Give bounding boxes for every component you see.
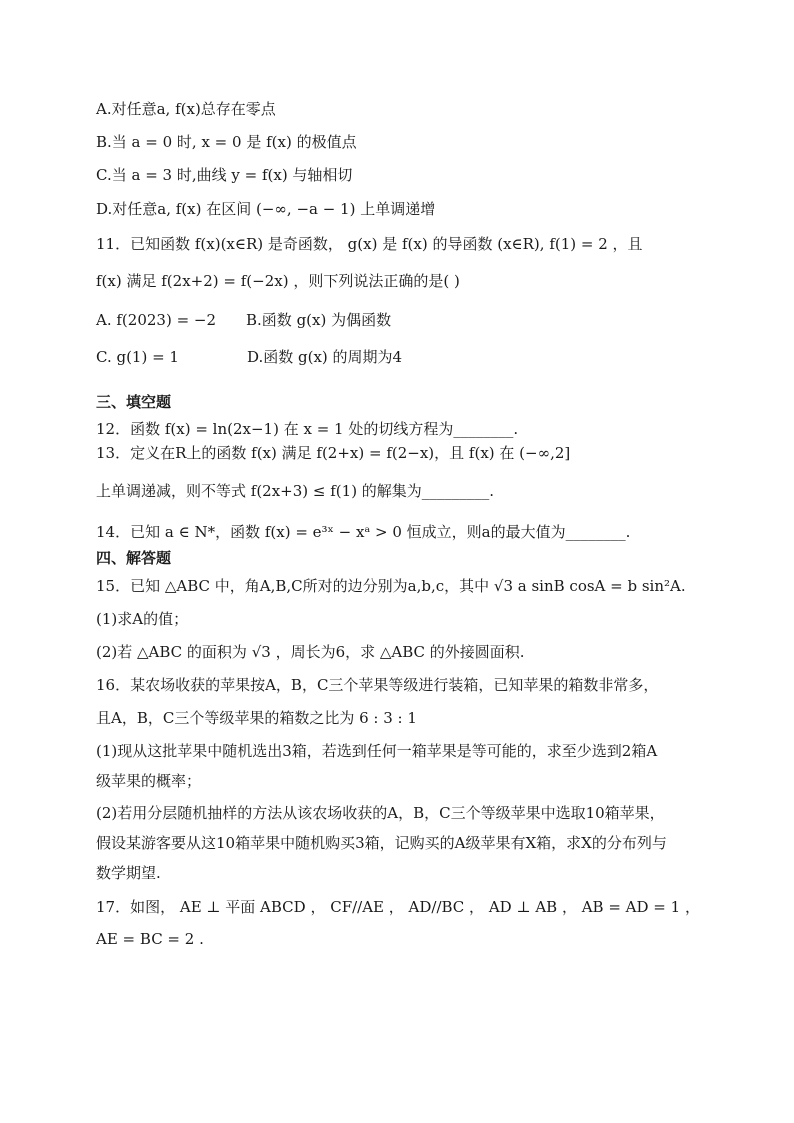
question-15-part-1: (1)求A的值； <box>96 610 189 628</box>
question-11-options-row-2 <box>96 346 706 368</box>
question-11-line-1: 11．已知函数 f(x)(x∈R) 是奇函数， g(x) 是 f(x) 的导函数 (x∈R), f(1) = 2 ，且 <box>96 235 643 253</box>
question-16-part-2-line-3: 数学期望. <box>96 864 161 882</box>
section-fill-in: 三、填空题 <box>96 393 172 411</box>
option-11d: D.函数 g(x) 的周期为4 <box>246 348 403 366</box>
option-11a: A. f(2023) = −2 <box>96 311 217 329</box>
question-16-part-1-line-2: 级苹果的概率； <box>96 772 202 790</box>
option-10c: C.当 a = 3 时,曲线 y = f(x) 与轴相切 <box>96 166 353 184</box>
section-answer: 四、解答题 <box>96 549 172 567</box>
question-16-line-2: 且A，B，C三个等级苹果的箱数之比为 6 : 3 : 1 <box>96 709 417 727</box>
question-11-line-2: f(x) 满足 f(2x+2) = f(−2x) ，则下列说法正确的是( ) <box>96 272 460 290</box>
question-15: 15．已知 △ABC 中，角A,B,C所对的边分别为a,b,c，其中 √3 a sinB cosA = b sin²A. <box>96 577 686 595</box>
option-11b: B.函数 g(x) 为偶函数 <box>246 311 392 329</box>
question-13-line-1: 13．定义在R上的函数 f(x) 满足 f(2+x) = f(2−x)，且 f(x) 在 (−∞,2] <box>96 444 571 462</box>
question-17-line-2: AE = BC = 2 . <box>96 930 204 948</box>
question-12: 12．函数 f(x) = ln(2x−1) 在 x = 1 处的切线方程为________. <box>96 420 519 438</box>
option-10b: B.当 a = 0 时, x = 0 是 f(x) 的极值点 <box>96 133 357 151</box>
question-16-line-1: 16．某农场收获的苹果按A，B，C三个苹果等级进行装箱，已知苹果的箱数非常多， <box>96 676 659 694</box>
question-11-options-row-1 <box>96 309 706 331</box>
question-14: 14．已知 a ∈ N*，函数 f(x) = e³ˣ − xᵃ > 0 恒成立，则a的最大值为________. <box>96 523 631 541</box>
question-13-line-2: 上单调递减，则不等式 f(2x+3) ≤ f(1) 的解集为_________. <box>96 482 495 500</box>
question-15-part-2: (2)若 △ABC 的面积为 √3 ，周长为6，求 △ABC 的外接圆面积. <box>96 643 525 661</box>
question-16-part-1-line-1: (1)现从这批苹果中随机选出3箱，若选到任何一箱苹果是等可能的，求至少选到2箱A <box>96 742 658 760</box>
option-10a: A.对任意a, f(x)总存在零点 <box>96 100 276 118</box>
question-16-part-2-line-1: (2)若用分层随机抽样的方法从该农场收获的A，B，C三个等级苹果中选取10箱苹果， <box>96 804 665 822</box>
option-10d: D.对任意a, f(x) 在区间 (−∞, −a − 1) 上单调递增 <box>96 200 436 218</box>
option-11c: C. g(1) = 1 <box>96 348 179 366</box>
question-17-line-1: 17．如图， AE ⊥ 平面 ABCD ， CF//AE ， AD//BC ， AD ⊥ AB ， AB = AD = 1 ， <box>96 898 700 916</box>
question-16-part-2-line-2: 假设某游客要从这10箱苹果中随机购买3箱，记购买的A级苹果有X箱，求X的分布列与 <box>96 834 667 852</box>
